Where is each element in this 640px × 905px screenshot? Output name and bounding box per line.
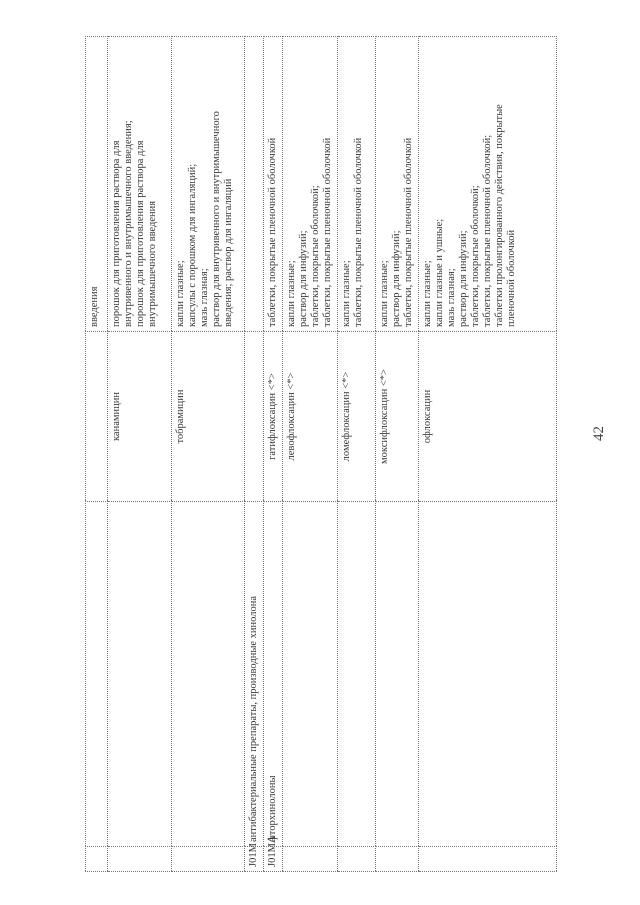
dosage-form-line: введения bbox=[89, 286, 100, 327]
dosage-form-line: мазь глазная; bbox=[446, 268, 457, 327]
dosage-form-line: пленочной оболочкой bbox=[506, 229, 517, 327]
drug-name-cell bbox=[86, 332, 108, 502]
dosage-form-line: порошок для приготовления раствора для bbox=[135, 140, 146, 327]
page-number: 42 bbox=[591, 426, 607, 441]
dosage-form-line: таблетки пролонгированного действия, покрытые bbox=[494, 104, 505, 327]
table-row bbox=[172, 37, 245, 872]
table-row bbox=[86, 37, 108, 872]
dosage-form-line: таблетки, покрытые оболочкой; bbox=[470, 185, 481, 327]
atc-code-cell bbox=[419, 847, 557, 872]
dosage-form-line: раствор для инфузий; bbox=[458, 230, 469, 327]
drug-name-cell: офлоксацин bbox=[419, 332, 557, 502]
pharm-group-cell bbox=[376, 502, 419, 847]
table-row bbox=[419, 37, 557, 872]
dosage-form-line: таблетки, покрытые пленочной оболочкой bbox=[353, 137, 364, 327]
pharm-group-cell bbox=[86, 502, 108, 847]
dosage-form-line: мазь глазная; bbox=[199, 268, 210, 327]
atc-code-cell bbox=[108, 847, 172, 872]
pharm-group-cell: антибактериальные препараты, производные хинолона bbox=[245, 502, 264, 847]
dosage-form-cell bbox=[338, 37, 376, 332]
drug-name-cell bbox=[245, 332, 264, 502]
atc-code-cell: J01MA bbox=[264, 847, 283, 872]
dosage-form-line: раствор для инфузий; bbox=[298, 230, 309, 327]
dosage-form-cell bbox=[376, 37, 419, 332]
table-row bbox=[283, 37, 338, 872]
drug-name-cell: гатифлоксацин <*> bbox=[264, 332, 283, 502]
pharm-group-cell bbox=[338, 502, 376, 847]
table-row bbox=[338, 37, 376, 872]
atc-code-cell bbox=[376, 847, 419, 872]
dosage-form-line: раствор для инфузий; bbox=[391, 230, 402, 327]
dosage-form-line: капли глазные; bbox=[341, 260, 352, 327]
table-row bbox=[264, 37, 283, 872]
atc-code-cell bbox=[283, 847, 338, 872]
dosage-form-cell bbox=[283, 37, 338, 332]
pharm-group-cell bbox=[283, 502, 338, 847]
dosage-form-line: таблетки, покрытые оболочкой; bbox=[310, 185, 321, 327]
rotated-document-page bbox=[85, 37, 555, 872]
drug-table bbox=[85, 36, 557, 872]
dosage-form-line: капли глазные и ушные; bbox=[434, 218, 445, 327]
dosage-form-line: внутримышечного введения bbox=[147, 200, 158, 327]
drug-name-cell: тобрамицин bbox=[172, 332, 245, 502]
pharm-group-cell: фторхинолоны bbox=[264, 502, 283, 847]
dosage-form-line: таблетки, покрытые пленочной оболочкой; bbox=[482, 134, 493, 327]
dosage-form-line: таблетки, покрытые пленочной оболочкой bbox=[267, 137, 278, 327]
table-row bbox=[245, 37, 264, 872]
dosage-form-line: таблетки, покрытые пленочной оболочкой bbox=[403, 137, 414, 327]
dosage-form-line: таблетки, покрытые пленочной оболочкой bbox=[322, 137, 333, 327]
dosage-form-cell bbox=[86, 37, 108, 332]
table-row bbox=[108, 37, 172, 872]
dosage-form-line: введения; раствор для ингаляций bbox=[223, 178, 234, 327]
dosage-form-cell bbox=[245, 37, 264, 332]
dosage-form-line: порошок для приготовления раствора для bbox=[111, 140, 122, 327]
dosage-form-line: раствор для внутривенного и внутримышечного bbox=[211, 111, 222, 327]
table-row bbox=[376, 37, 419, 872]
drug-name-cell: канамицин bbox=[108, 332, 172, 502]
drug-table-body bbox=[86, 37, 557, 872]
atc-code-cell: J01M bbox=[245, 847, 264, 872]
drug-name-cell: ломефлоксацин <*> bbox=[338, 332, 376, 502]
dosage-form-line: капсулы с порошком для ингаляций; bbox=[187, 163, 198, 327]
dosage-form-cell bbox=[419, 37, 557, 332]
dosage-form-line: капли глазные; bbox=[286, 260, 297, 327]
atc-code-cell bbox=[86, 847, 108, 872]
pharm-group-cell bbox=[419, 502, 557, 847]
dosage-form-cell bbox=[264, 37, 283, 332]
dosage-form-line: внутривенного и внутримышечного введения; bbox=[123, 120, 134, 327]
dosage-form-line: капли глазные; bbox=[379, 260, 390, 327]
drug-name-cell: моксифлоксацин <*> bbox=[376, 332, 419, 502]
atc-code-cell bbox=[172, 847, 245, 872]
pharm-group-cell bbox=[172, 502, 245, 847]
dosage-form-line: капли глазные; bbox=[175, 260, 186, 327]
drug-name-cell: левофлоксацин <*> bbox=[283, 332, 338, 502]
pharm-group-cell bbox=[108, 502, 172, 847]
dosage-form-cell bbox=[172, 37, 245, 332]
dosage-form-cell bbox=[108, 37, 172, 332]
dosage-form-line: капли глазные; bbox=[422, 260, 433, 327]
atc-code-cell bbox=[338, 847, 376, 872]
